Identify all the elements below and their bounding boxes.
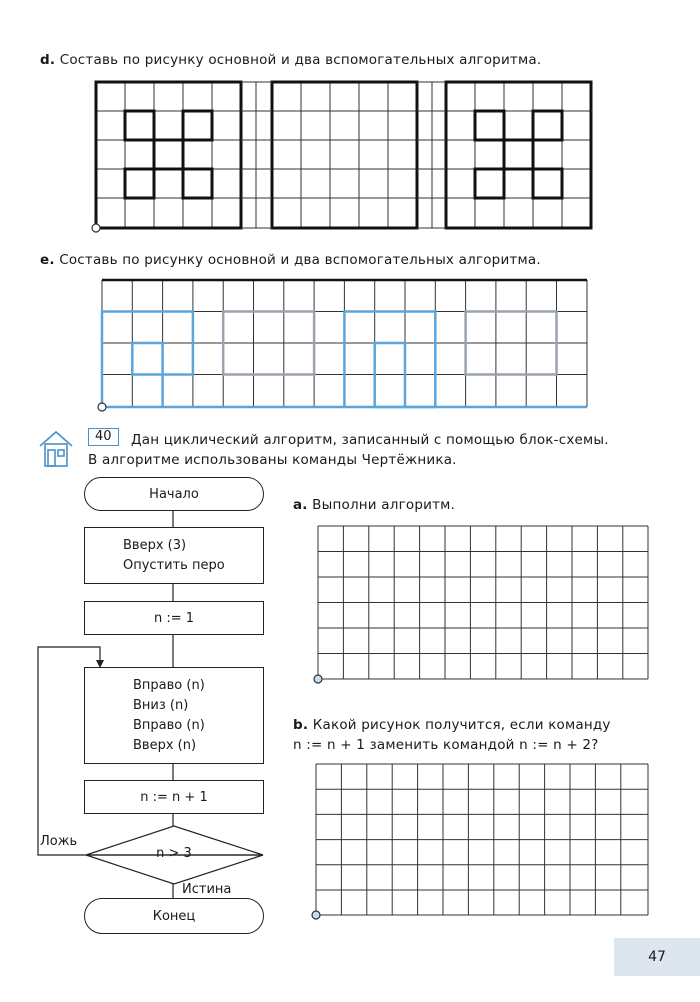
part-a-grid <box>318 526 652 684</box>
part-a-letter: a. <box>293 497 308 513</box>
flowchart-increment: n := n + 1 <box>84 780 264 814</box>
task-e-letter: e. <box>40 252 55 268</box>
flowchart-block-pen-down <box>84 527 264 584</box>
flowchart-end: Конец <box>84 898 264 934</box>
task-e-text: Составь по рисунку основной и два вспомогательных алгоритма. <box>59 252 541 268</box>
start-point-dot <box>314 675 322 683</box>
start-point-dot <box>98 403 106 411</box>
task-d-prompt <box>40 52 541 68</box>
flowchart-init: n := 1 <box>84 601 264 635</box>
part-b-line-2: n := n + 1 заменить командой n := n + 2? <box>293 737 599 753</box>
page-number: 47 <box>614 938 700 976</box>
part-b-prompt <box>293 716 611 735</box>
exercise-line-1: Дан циклический алгоритм, записанный с помощью блок-схемы. <box>131 432 609 448</box>
flowchart-command: Вверх (3) <box>123 537 187 553</box>
flowchart-command: Вниз (n) <box>133 697 189 713</box>
start-point-dot <box>92 224 100 232</box>
part-b-line-1: Какой рисунок получится, если команду <box>312 717 611 733</box>
task-d-grids <box>96 82 592 232</box>
part-a-text: Выполни алгоритм. <box>312 497 456 513</box>
task-e-blue-figures <box>102 312 587 408</box>
part-b-grid <box>316 764 652 920</box>
task-d-grid-1 <box>92 82 241 232</box>
part-a-prompt <box>293 496 455 515</box>
part-b-letter: b. <box>293 717 309 733</box>
task-d-letter: d. <box>40 52 56 68</box>
task-d-text: Составь по рисунку основной и два вспомогательных алгоритма. <box>59 52 542 68</box>
task-d-grid-2 <box>272 82 417 228</box>
flowchart-false-label: Ложь <box>40 834 78 849</box>
flowchart-command: Вверх (n) <box>133 737 197 753</box>
flowchart-command: Вправо (n) <box>133 677 205 693</box>
task-e-grid <box>102 280 592 412</box>
flowchart-start: Начало <box>84 477 264 511</box>
task-d-grid-3 <box>446 82 591 228</box>
start-point-dot <box>312 911 320 919</box>
flowchart-command: Опустить перо <box>123 557 225 573</box>
flowchart-loop-body <box>84 667 264 764</box>
exercise-line-2: В алгоритме использованы команды Чертёжника. <box>88 452 457 468</box>
home-icon <box>38 428 74 468</box>
flowchart-true-label: Истина <box>182 882 232 897</box>
flowchart-condition: n > 3 <box>156 846 192 861</box>
flowchart-command: Вправо (n) <box>133 717 205 733</box>
exercise-number: 40 <box>88 428 119 446</box>
task-e-prompt <box>40 252 541 268</box>
